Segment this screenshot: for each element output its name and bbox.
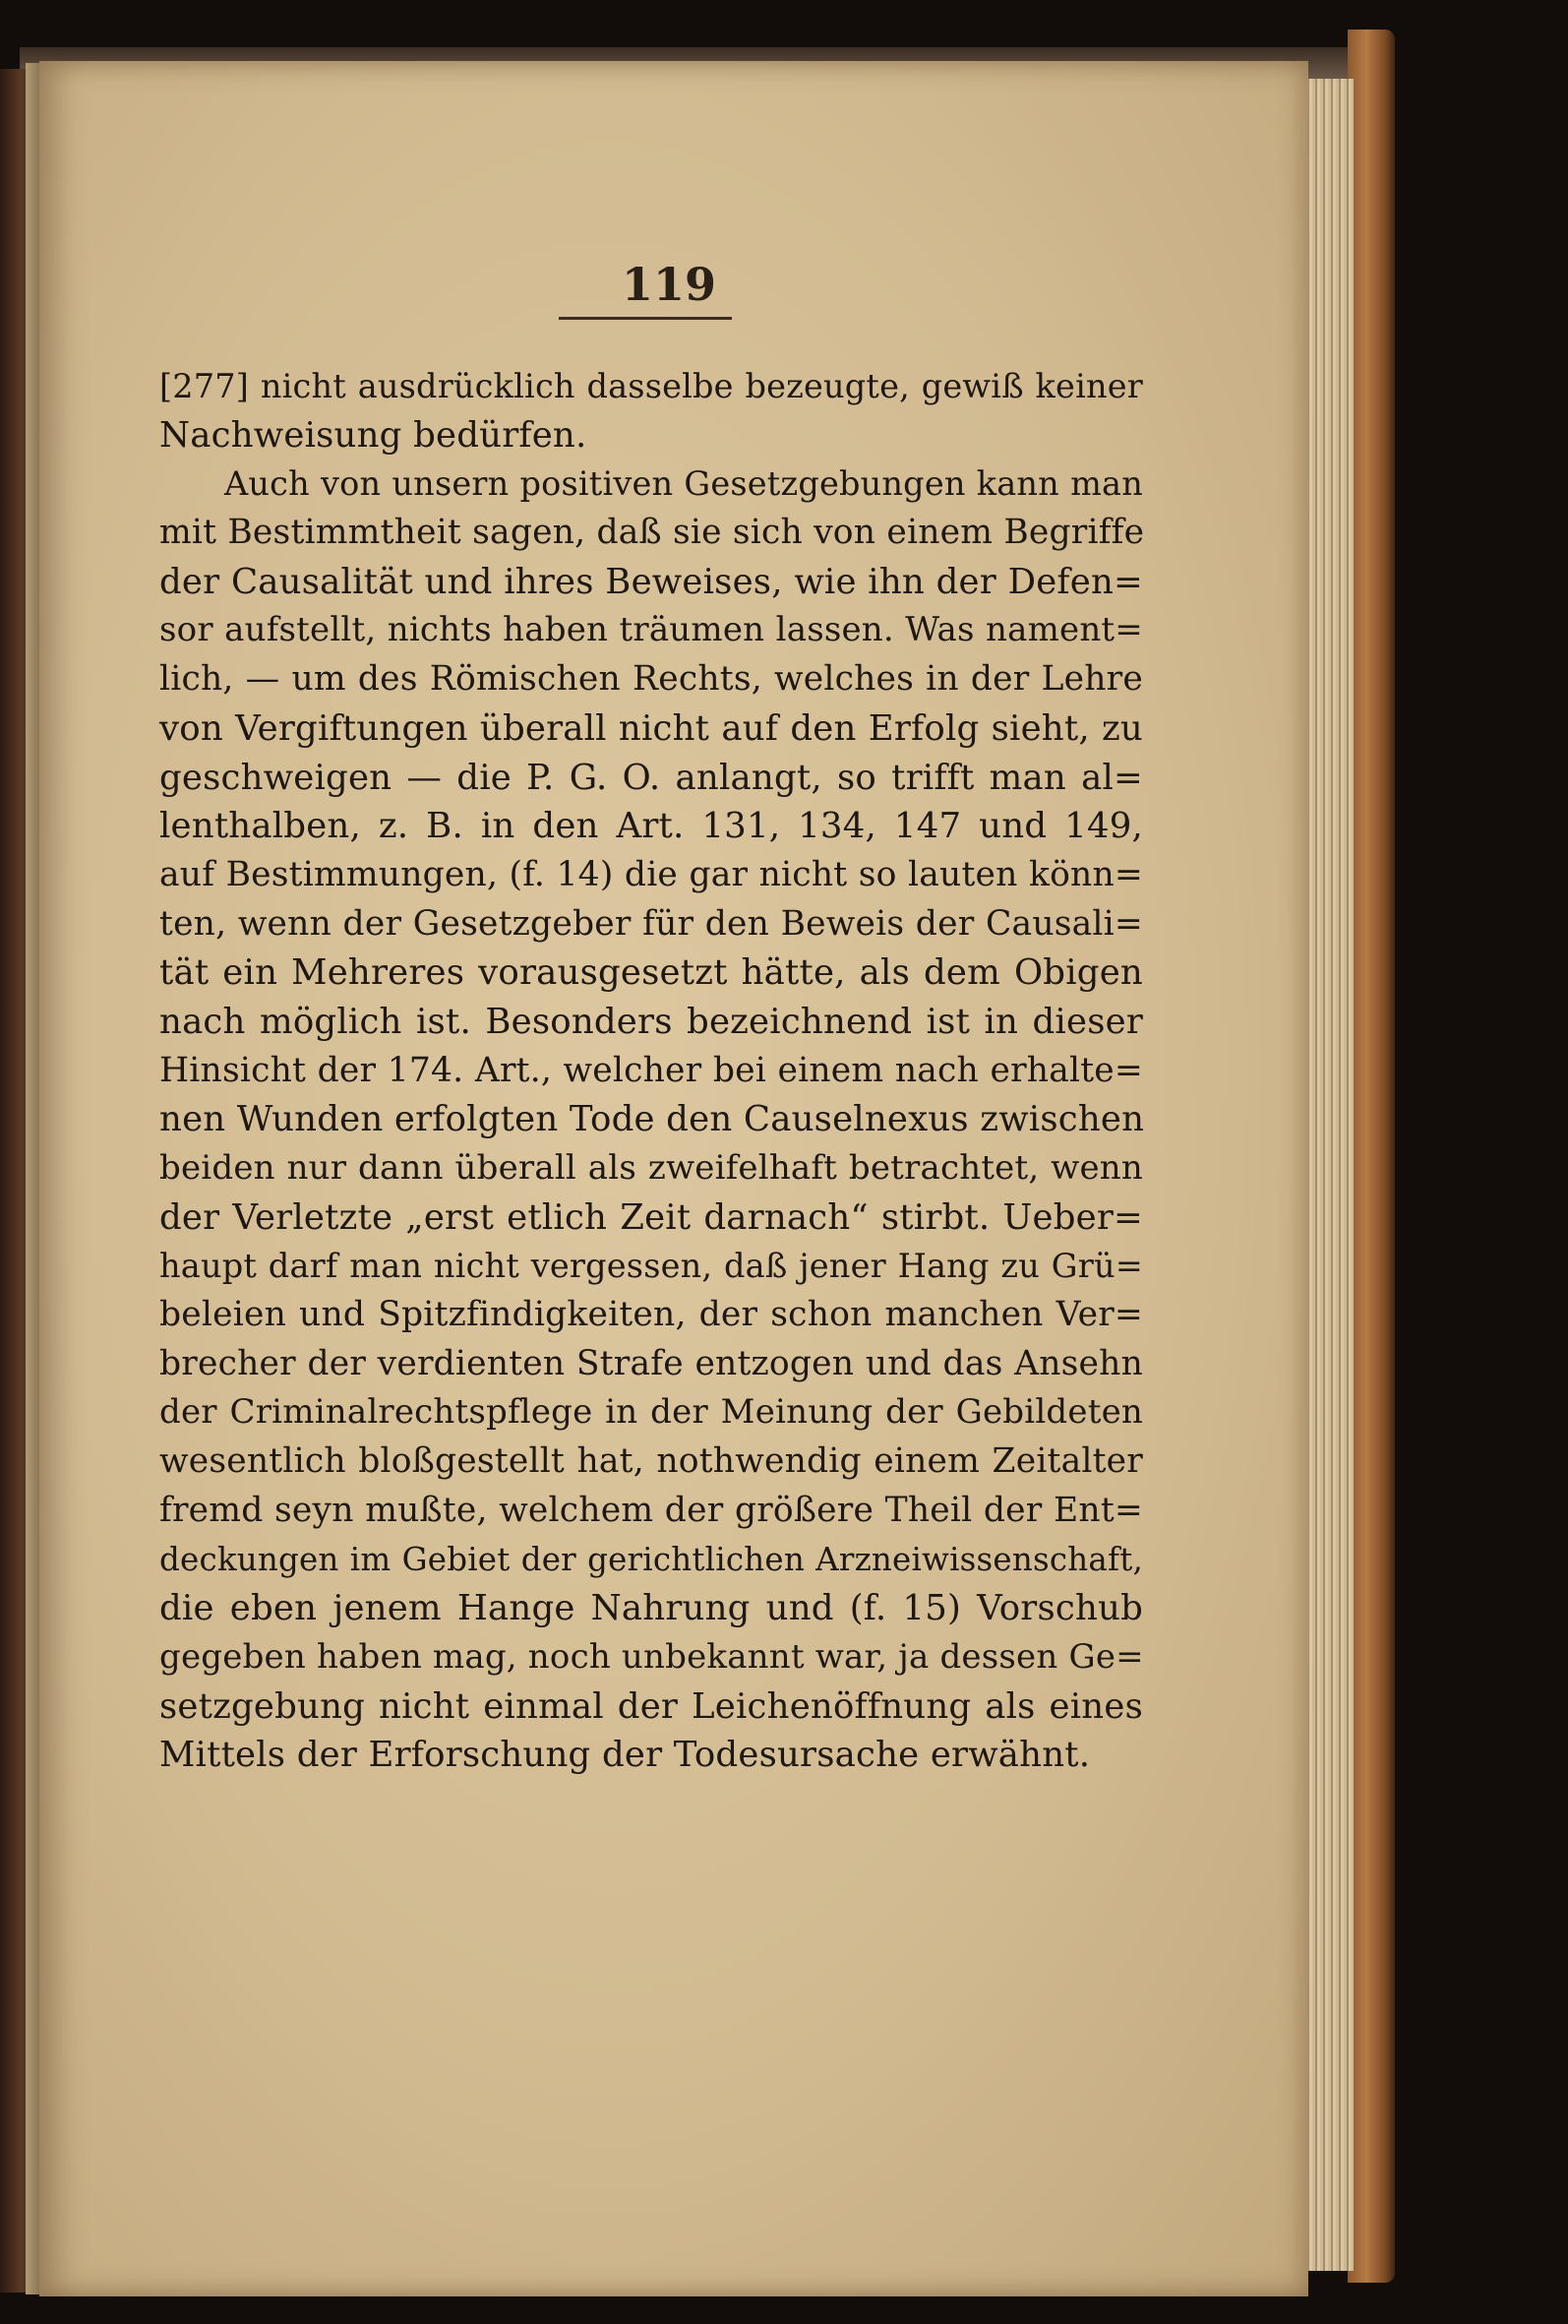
text-line: Nachweisung bedürfen. [159,414,587,456]
right-cover-edge [1348,30,1395,2283]
text-line: nen Wunden erfolgten Tode den Causelnexus zwischen [159,1099,1145,1140]
text-line: der Causalität und ihres Beweises, wie ihn der Defen= [159,561,1143,602]
text-line: sor aufstellt, nichts haben träumen lassen. Was nament= [159,610,1143,650]
text-line: beleien und Spitzfindigkeiten, der schon manchen Ver= [159,1295,1143,1335]
text-line: haupt darf man nicht vergessen, daß jener Hang zu Grü= [159,1247,1143,1286]
text-line: von Vergiftungen überall nicht auf den Erfolg sieht, zu [159,707,1143,749]
text-line: deckungen im Gebiet der gerichtlichen Arzneiwissenschaft, [159,1540,1143,1578]
text-line: lich, — um des Römischen Rechts, welches in der Lehre [159,659,1143,700]
text-line: geschweigen — die P. G. O. anlangt, so trifft man al= [159,757,1143,798]
page-number-rule [559,317,732,320]
text-line: tät ein Mehreres vorausgesetzt hätte, als dem Obigen [159,952,1143,994]
text-line: [277] nicht ausdrücklich dasselbe bezeugte, gewiß keiner [159,367,1143,405]
text-line: Hinsicht der 174. Art., welcher bei einem nach erhalte= [159,1050,1143,1090]
text-line: fremd seyn mußte, welchem der größere Theil der Ent= [159,1490,1143,1530]
text-line: auf Bestimmungen, (f. 14) die gar nicht so lauten könn= [159,854,1143,894]
text-line: nach möglich ist. Besonders bezeichnend ist in dieser [159,1001,1143,1042]
text-line: der Criminalrechtspflege in der Meinung der Gebildeten [159,1392,1143,1433]
text-line: brecher der verdienten Strafe entzogen und das Ansehn [159,1343,1143,1383]
text-line: setzgebung nicht einmal der Leichenöffnung als eines [159,1685,1143,1727]
text-line: mit Bestimmtheit sagen, daß sie sich von einem Begriffe [159,513,1145,553]
text-line: die eben jenem Hange Nahrung und (f. 15) Vorschub [159,1588,1143,1629]
left-page-edge [26,63,39,2294]
text-line: lenthalben, z. B. in den Art. 131, 134, 147 und 149, [159,806,1143,847]
body-text [159,362,1143,1780]
text-line: Mittels der Erforschung der Todesursache erwähnt. [159,1735,1091,1776]
text-line: ten, wenn der Gesetzgeber für den Beweis der Causali= [159,903,1143,944]
text-line: beiden nur dann überall als zweifelhaft betrachtet, wenn [159,1148,1143,1188]
text-line: gegeben haben mag, noch unbekannt war, ja dessen Ge= [159,1636,1144,1677]
text-line: der Verletzte „erst etlich Zeit darnach“ stirbt. Ueber= [159,1196,1143,1238]
text-line: Auch von unsern positiven Gesetzgebungen kann man [224,464,1143,504]
page-number: 119 [621,258,717,311]
text-line: wesentlich bloßgestellt hat, nothwendig einem Zeitalter [159,1441,1143,1482]
